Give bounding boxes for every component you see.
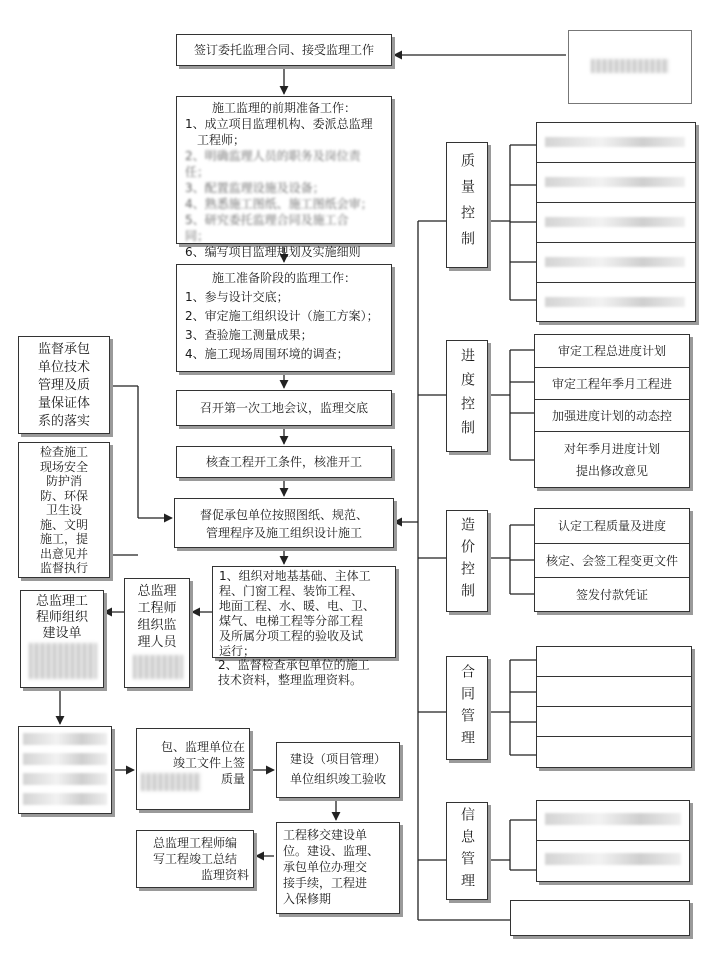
info-items-box <box>536 800 690 882</box>
contract-item <box>537 647 691 677</box>
sign-completion-box <box>136 728 250 810</box>
safety-line: 检查施工 <box>39 445 88 459</box>
quality-system-line: 单位技术 <box>37 360 90 375</box>
quality-system-box <box>18 336 110 434</box>
safety-line: 施、文明 <box>39 517 88 532</box>
blurred-source-box <box>568 30 692 104</box>
handover-line: 承包单位办理交 <box>283 860 368 874</box>
owner-accept-line: 单位组织竣工验收 <box>289 772 386 786</box>
prep-line: 同； <box>185 229 210 243</box>
prep-line: 施工监理的前期准备工作： <box>211 101 356 115</box>
quality-control-box <box>446 142 488 268</box>
accept-line: 地面工程、水、暖、电、卫、 <box>219 599 376 613</box>
start-check-text: 核查工程开工条件，核准开工 <box>205 455 362 469</box>
quality-item <box>537 203 695 243</box>
contract-item <box>537 707 691 737</box>
summary-line: 监理资料 <box>200 868 249 882</box>
supervise-line: 管理程序及施工组织设计施工 <box>205 526 362 540</box>
quality-item <box>537 283 695 321</box>
progress-control-box <box>446 340 488 452</box>
owner-accept-line: 建设（项目管理） <box>289 752 386 766</box>
progress-items-box <box>534 334 690 488</box>
progress-item <box>535 335 689 368</box>
sign-contract-text: 签订委托监理合同、接受监理工作 <box>193 43 374 57</box>
chief-org-line: 理人员 <box>137 635 177 650</box>
accept-line: 1、组织对地基基础、主体工 <box>219 569 371 583</box>
chief-org-line: 组织监 <box>137 618 177 633</box>
chief-org-line: 工程师 <box>137 601 177 616</box>
progress-item-text: 审定工程年季月工程进 <box>551 376 672 391</box>
first-meeting-text: 召开第一次工地会议，监理交底 <box>199 401 368 415</box>
info-management-label: 信息管理 <box>459 807 475 895</box>
progress-item <box>535 432 689 487</box>
start-check-box <box>176 446 392 478</box>
sign-docs-line: 竣工文件上签 <box>172 756 245 770</box>
supervise-line: 督促承包单位按照图纸、规范、 <box>199 508 368 522</box>
prestage-line: 2、审定施工组织设计（施工方案）； <box>185 309 379 323</box>
progress-item-text: 加强进度计划的动态控 <box>551 408 672 423</box>
chief-left-line: 建设单 <box>42 626 82 641</box>
quality-system-line: 监督承包 <box>37 342 90 357</box>
quality-system-line: 系的落实 <box>37 414 90 429</box>
handover-box <box>276 822 400 914</box>
supervise-construction-box <box>174 498 394 548</box>
cost-item-text: 认定工程质量及进度 <box>557 519 666 533</box>
summary-line: 总监理工程师编 <box>152 836 237 850</box>
prep-line: 2、明确监理人员的职务及岗位责 <box>185 149 361 163</box>
contract-item <box>537 737 691 767</box>
sign-docs-line: 质量 <box>220 772 245 786</box>
safety-line: 施工，提 <box>39 532 88 546</box>
contract-management-box <box>446 656 488 760</box>
progress-item-text: 审定工程总进度计划 <box>557 344 666 358</box>
accept-line: 技术资料，整理监理资料。 <box>218 673 363 687</box>
chief-left-line: 程师组织 <box>35 610 88 625</box>
prep-line: 5、研究委托监理合同及施工合 <box>185 213 349 227</box>
prep-line: 3、配置监理设施及设备； <box>185 181 325 195</box>
cost-item <box>535 509 689 544</box>
acceptance-note <box>218 658 398 688</box>
progress-control-label: 进度控制 <box>459 348 475 444</box>
quality-item <box>537 163 695 203</box>
quality-item <box>537 243 695 283</box>
cost-item-text: 签发付款凭证 <box>575 587 648 602</box>
progress-item <box>535 400 689 432</box>
contract-items-box <box>536 646 692 768</box>
safety-line: 监督执行 <box>39 561 88 575</box>
cost-control-box <box>446 510 488 612</box>
progress-item-text: 对年季月进度计划 <box>563 441 660 456</box>
safety-line: 防护消 <box>45 474 82 488</box>
safety-line: 出意见并 <box>39 546 88 561</box>
accept-line: 运行； <box>219 644 256 658</box>
cost-item-text: 核定、会签工程变更文件 <box>545 553 678 568</box>
prep-line: 工程师； <box>197 133 246 147</box>
handover-line: 工程移交建设单 <box>283 828 368 842</box>
progress-item <box>535 368 689 400</box>
safety-line: 现场安全 <box>39 459 88 474</box>
prestage-line: 4、施工现场周围环境的调查； <box>185 347 349 361</box>
chief-org-line: 总监理 <box>137 584 177 599</box>
owner-acceptance-box <box>276 742 400 798</box>
safety-line: 卫生设 <box>45 503 82 517</box>
prestage-line: 1、参与设计交底； <box>185 290 289 304</box>
chief-records-box <box>20 590 104 688</box>
first-meeting-box <box>176 390 392 426</box>
cost-items-box <box>534 508 690 612</box>
info-item <box>537 841 689 881</box>
handover-line: 位。建设、监理、 <box>283 844 380 858</box>
prestage-line: 3、查验施工测量成果； <box>185 328 313 342</box>
prep-line: 4、熟悉施工图纸、施工图纸会审； <box>185 197 373 211</box>
safety-line: 防、环保 <box>39 488 88 503</box>
quality-items-box <box>536 122 696 322</box>
preliminary-prep-box <box>176 96 392 259</box>
prep-line: 1、成立项目监理机构、委派总监理 <box>185 117 373 131</box>
prep-line: 6、编写项目监理规划及实施细则 <box>185 245 361 259</box>
cost-item <box>535 544 689 578</box>
handover-line: 入保修期 <box>283 892 332 906</box>
quality-system-line: 量保证体 <box>37 396 90 411</box>
quality-item <box>537 123 695 163</box>
accept-line: 及所属分项工程的验收及试 <box>219 629 364 643</box>
progress-item-text: 提出修改意见 <box>575 463 648 478</box>
contract-item <box>537 677 691 707</box>
quality-system-line: 管理及质 <box>37 378 90 393</box>
bottom-empty-box <box>510 900 690 936</box>
completion-summary-box <box>136 830 254 888</box>
summary-line: 写工程竣工总结 <box>152 852 237 866</box>
prestage-line: 施工准备阶段的监理工作： <box>211 271 356 285</box>
accept-line: 2、监督检查承包单位的施工 <box>218 658 370 672</box>
safety-check-box <box>18 442 110 578</box>
info-management-box <box>446 802 488 900</box>
prep-line: 任； <box>185 165 210 179</box>
accept-line: 程、门窗工程、装饰工程、 <box>219 584 364 598</box>
blurred-document-box <box>18 726 112 814</box>
cost-control-label: 造价控制 <box>459 517 475 605</box>
handover-line: 接手续，工程进 <box>283 876 368 890</box>
chief-left-line: 总监理工 <box>35 594 88 609</box>
cost-item <box>535 578 689 611</box>
info-item <box>537 801 689 841</box>
acceptance-box <box>212 566 396 658</box>
construction-prep-box <box>176 264 392 372</box>
contract-management-label: 合同管理 <box>459 664 475 752</box>
chief-organize-box <box>124 578 190 688</box>
accept-line: 煤气、电梯工程等分部工程 <box>219 614 364 628</box>
sign-docs-line: 包、监理单位在 <box>160 740 245 754</box>
quality-control-label: 质量控制 <box>459 153 475 257</box>
sign-contract-box <box>176 34 392 66</box>
